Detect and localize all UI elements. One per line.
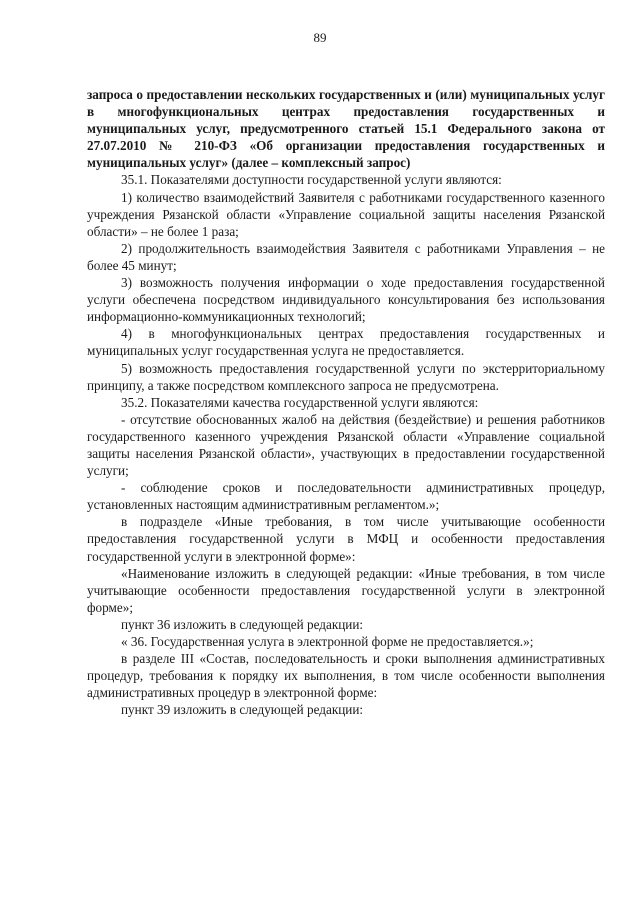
paragraph-accessibility-heading: 35.1. Показателями доступности государственной услуги являются:: [121, 172, 502, 188]
paragraph-item-36-intro: пункт 36 изложить в следующей редакции:: [121, 616, 364, 632]
paragraph-accessibility-item-5: 5) возможность предоставления государственной услуги по экстерриториальному принципу, а также посредством комплексного запроса не предусмотрена.: [87, 360, 605, 393]
page-number: 89: [313, 30, 327, 45]
paragraph-quality-item-2: - соблюдение сроков и последовательности административных процедур, установленных настоящим административным регламентом.»;: [87, 480, 605, 513]
paragraph-item-39-intro: пункт 39 изложить в следующей редакции:: [121, 702, 364, 718]
paragraph-quality-heading: 35.2. Показателями качества государственной услуги являются:: [121, 394, 479, 410]
paragraph-accessibility-item-2: 2) продолжительность взаимодействия Заявителя с работниками Управления – не более 45 минут;: [87, 240, 605, 273]
paragraph-accessibility-item-4: 4) в многофункциональных центрах предоставления государственных и муниципальных услуг государственная услуга не предоставляется.: [87, 326, 605, 359]
paragraph-complex-request-definition: запроса о предоставлении нескольких государственных и (или) муниципальных услуг в многофункциональных центрах предоставления государственных и муниципальных услуг, предусмотренного статьей 15.1 Федерального закона от 27.07.2010 № 210-ФЗ «Об организации предоставления государственных и муниципальных услуг» (далее – комплексный запрос): [87, 87, 605, 171]
paragraph-section-iii: в разделе III «Состав, последовательность и сроки выполнения административных процедур, требования к порядку их выполнения, в том числе особенности выполнения административных процедур в электронной форме:: [87, 651, 605, 701]
paragraph-item-36-text: « 36. Государственная услуга в электронной форме не предоставляется.»;: [121, 634, 534, 649]
paragraph-quality-item-1: - отсутствие обоснованных жалоб на действия (бездействие) и решения работников государственного казенного учреждения Рязанской области «Управление социальной защиты населения Рязанской области», участвующих в предоставлении государственной услуги;: [87, 411, 605, 479]
document-body: [87, 86, 605, 718]
paragraph-title-amendment: «Наименование изложить в следующей редакции: «Иные требования, в том числе учитывающие особенности предоставления государственной услуги в электронной форме»;: [87, 565, 605, 615]
paragraph-accessibility-item-3: 3) возможность получения информации о ходе предоставления государственной услуги обеспечена посредством индивидуального консультирования без использования информационно-коммуникационных технологий;: [87, 275, 605, 325]
paragraph-subsection-other-requirements: в подразделе «Иные требования, в том числе учитывающие особенности предоставления государственной услуги в МФЦ и особенности предоставления государственной услуги в электронной форме»:: [87, 514, 605, 564]
paragraph-accessibility-item-1: 1) количество взаимодействий Заявителя с работниками государственного казенного учреждения Рязанской области «Управление социальной защиты населения Рязанской области» – не более 1 раза;: [87, 189, 605, 239]
